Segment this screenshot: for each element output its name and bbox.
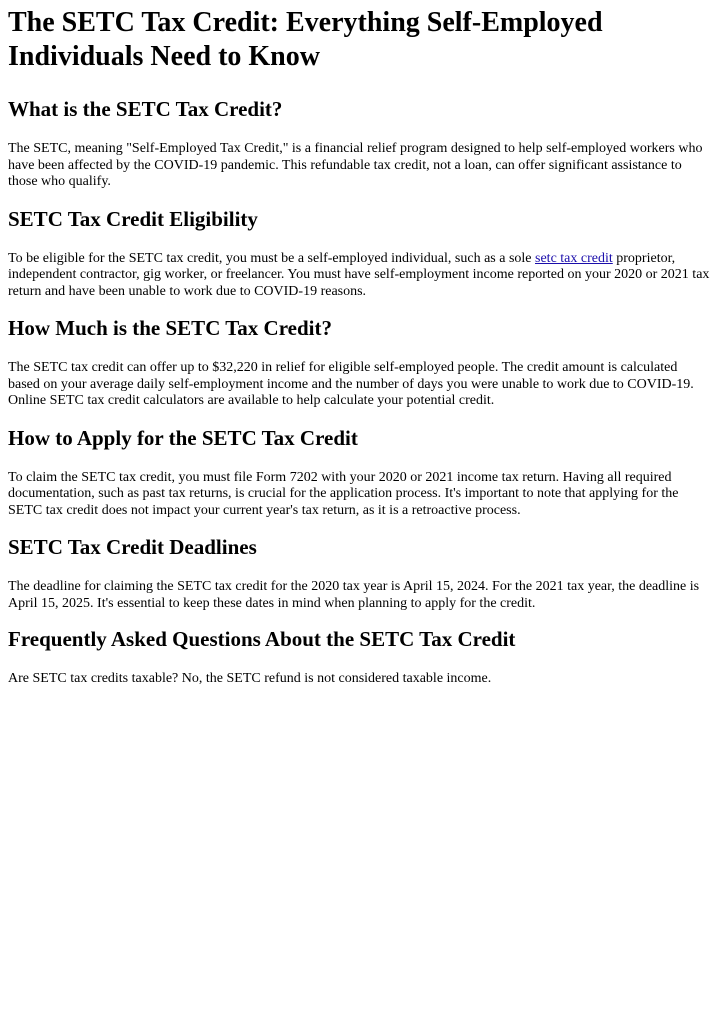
section-heading-eligibility: SETC Tax Credit Eligibility (8, 206, 258, 231)
section-body-apply: To claim the SETC tax credit, you must file Form 7202 with your 2020 or 2021 income tax return. Having all required documentation, such as past tax returns, is crucial for the application process. It's important to note that applying for the SETC tax credit does not impact your current year's tax return, as it is a retroactive process. (8, 469, 679, 518)
article (0, 6, 720, 688)
section-body-deadlines: The deadline for claiming the SETC tax credit for the 2020 tax year is April 15, 2024. For the 2021 tax year, the deadline is April 15, 2025. It's essential to keep these dates in mind when planning to apply for the credit. (8, 579, 700, 611)
setc-tax-credit-link[interactable]: setc tax credit (535, 250, 613, 266)
section-body-what: The SETC, meaning "Self-Employed Tax Credit," is a financial relief program designed to help self-employed workers who have been affected by the COVID-19 pandemic. This refundable tax credit, not a loan, can offer significant assistance to those who qualify. (8, 141, 703, 189)
section-body-how-much: The SETC tax credit can offer up to $32,220 in relief for eligible self-employed people. The credit amount is calculated based on your average daily self-employment income and the number of days you were unable to work due to COVID-19. Online SETC tax credit calculators are available to help calculate your potential credit. (8, 360, 694, 408)
section-body-faq: Are SETC tax credits taxable? No, the SETC refund is not considered taxable income. (8, 671, 492, 686)
eligibility-text-before: To be eligible for the SETC tax credit, you must be a self-employed individual, such as a sole (8, 250, 536, 266)
section-heading-what: What is the SETC Tax Credit? (8, 97, 283, 121)
section-heading-how-much: How Much is the SETC Tax Credit? (8, 316, 332, 340)
eligibility-text-after: proprietor, independent contractor, gig worker, or freelancer. You must have self-employment income reported on your 2020 or 2021 tax return and have been unable to work due to COVID-19 reasons. (8, 250, 710, 299)
section-body-eligibility (8, 251, 712, 301)
section-heading-deadlines: SETC Tax Credit Deadlines (8, 535, 257, 559)
section-heading-apply: How to Apply for the SETC Tax Credit (8, 425, 358, 450)
section-heading-faq: Frequently Asked Questions About the SETC Tax Credit (8, 627, 516, 651)
article-title: The SETC Tax Credit: Everything Self-Employed Individuals Need to Know (8, 7, 603, 72)
